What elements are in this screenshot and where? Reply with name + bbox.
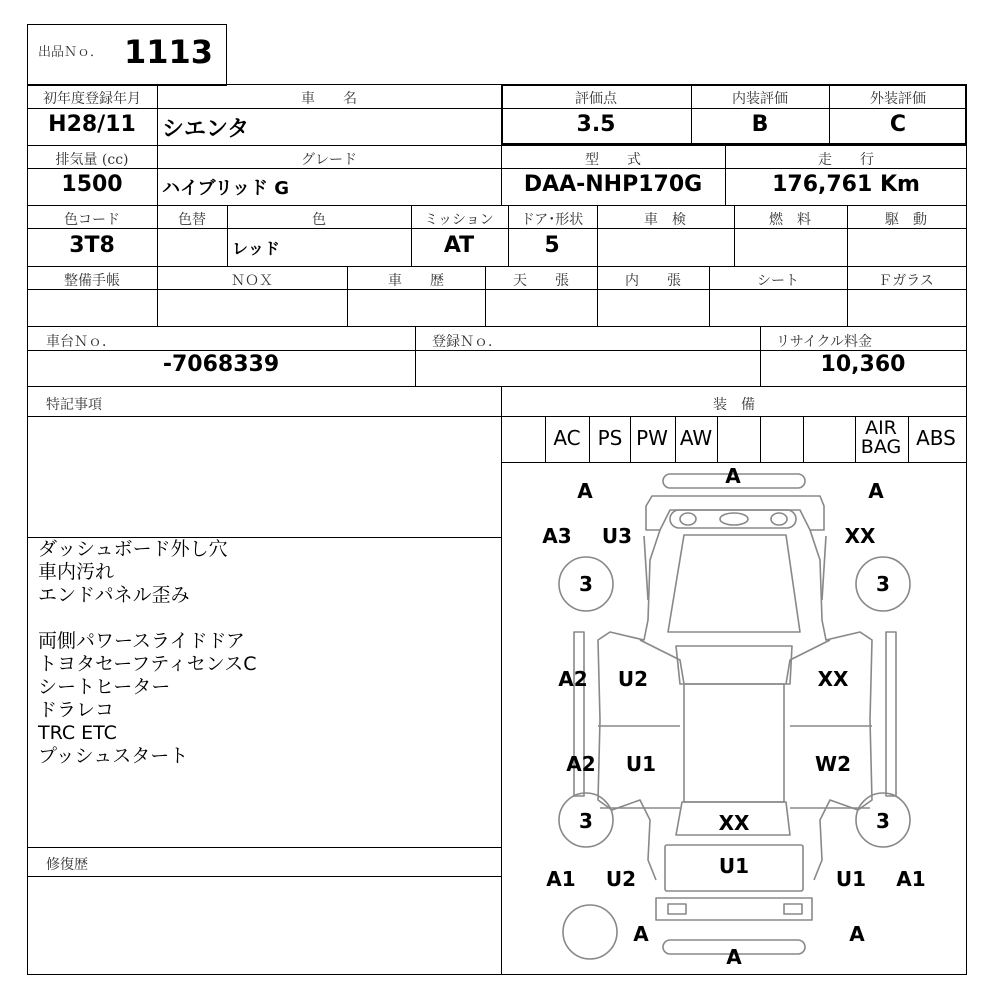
note-line: トヨタセーフティセンスC: [38, 653, 257, 675]
door: 5: [544, 233, 560, 258]
score: 3.5: [576, 112, 616, 137]
fuel-label: 燃 料: [769, 212, 811, 228]
damage-mark: A1: [896, 867, 926, 891]
damage-mark: U3: [601, 524, 633, 548]
damage-mark: W2: [815, 752, 851, 776]
note-line: ダッシュボード外し穴: [38, 538, 228, 560]
note-line: シートヒーター: [38, 676, 171, 698]
grade-label: グレード: [301, 152, 357, 168]
damage-mark: A: [868, 479, 884, 503]
grade: ハイブリッド G: [162, 178, 290, 199]
damage-mark: U1: [718, 854, 750, 878]
equip-ps: PS: [597, 426, 623, 450]
color-code-label: 色コード: [64, 212, 120, 228]
first-reg: H28/11: [48, 112, 136, 137]
note-line: TRC ETC: [38, 722, 117, 744]
roof-label: 天 張: [513, 273, 569, 289]
equip-aw: AW: [679, 426, 713, 450]
damage-mark: A2: [566, 752, 596, 776]
history-label: 車 歴: [388, 273, 444, 289]
chassis-label: 車台Ｎｏ．: [46, 334, 116, 350]
listing-number-label: 出品Ｎｏ．: [38, 45, 104, 60]
damage-mark: A: [725, 464, 741, 488]
nox-label: ＮＯＸ: [231, 273, 273, 289]
damage-mark: U2: [617, 667, 649, 691]
damage-mark: XX: [844, 524, 876, 548]
damage-mark: A3: [542, 524, 572, 548]
mileage-label: 走 行: [818, 152, 874, 168]
exterior-score: C: [889, 112, 907, 137]
mission-label: ミッション: [424, 212, 494, 228]
car-name-label: 車 名: [301, 91, 357, 107]
first-reg-label: 初年度登録年月: [43, 91, 141, 107]
displacement: 1500: [61, 172, 123, 197]
displacement-label: 排気量 (cc): [55, 152, 129, 168]
notes-label: 特記事項: [46, 397, 102, 413]
damage-mark: A: [726, 945, 742, 969]
damage-mark: A: [577, 479, 593, 503]
note-line: ドラレコ: [38, 699, 115, 721]
damage-mark: U2: [605, 867, 637, 891]
model: DAA-NHP170G: [523, 172, 703, 197]
chassis-number: -7068339: [162, 352, 280, 377]
exterior-label: 外装評価: [870, 91, 926, 107]
damage-mark: A2: [558, 667, 588, 691]
color-code: 3T8: [69, 233, 115, 258]
note-line: プッシュスタート: [38, 745, 189, 767]
damage-mark: 3: [579, 572, 593, 596]
color: レッド: [232, 239, 280, 258]
equip-pw: PW: [636, 426, 668, 450]
mission: AT: [443, 233, 475, 258]
car-name: シエンタ: [162, 117, 250, 142]
reg-label: 登録Ｎｏ．: [432, 334, 502, 350]
damage-mark: 3: [876, 809, 890, 833]
repair-history-label: 修復歴: [46, 857, 88, 873]
score-label: 評価点: [575, 91, 617, 107]
note-line: エンドパネル歪み: [38, 584, 190, 606]
drive-label: 駆 動: [885, 212, 927, 228]
equip-ac: AC: [553, 426, 581, 450]
color-label: 色: [312, 212, 326, 228]
interior-trim-label: 内 張: [625, 273, 681, 289]
recycle-label: リサイクル料金: [776, 334, 873, 350]
damage-mark: A: [633, 922, 649, 946]
listing-number: 1113: [124, 33, 214, 71]
mileage: 176,761 Km: [772, 172, 920, 197]
note-line: 両側パワースライドドア: [38, 630, 245, 652]
door-label: ドア･形状: [520, 212, 584, 228]
damage-mark: XX: [817, 667, 849, 691]
damage-mark: 3: [876, 572, 890, 596]
damage-mark: U1: [835, 867, 867, 891]
interior-score: B: [751, 112, 769, 137]
note-line: 車内汚れ: [38, 561, 115, 583]
damage-mark: A: [849, 922, 865, 946]
recycle-fee: 10,360: [820, 352, 906, 377]
equip-abs: ABS: [916, 426, 956, 450]
damage-mark: A1: [546, 867, 576, 891]
equip-airbag: AIR BAG: [860, 417, 902, 458]
equipment-label: 装 備: [713, 397, 755, 413]
repaint-label: 色替: [178, 212, 206, 228]
damage-mark: U1: [625, 752, 657, 776]
seat-label: シート: [757, 273, 799, 289]
fglass-label: Ｆガラス: [878, 273, 934, 289]
model-label: 型 式: [585, 152, 641, 168]
inspection-label: 車 検: [644, 212, 686, 228]
interior-label: 内装評価: [732, 91, 788, 107]
damage-mark: 3: [579, 809, 593, 833]
damage-mark: XX: [718, 811, 750, 835]
maint-label: 整備手帳: [64, 273, 120, 289]
